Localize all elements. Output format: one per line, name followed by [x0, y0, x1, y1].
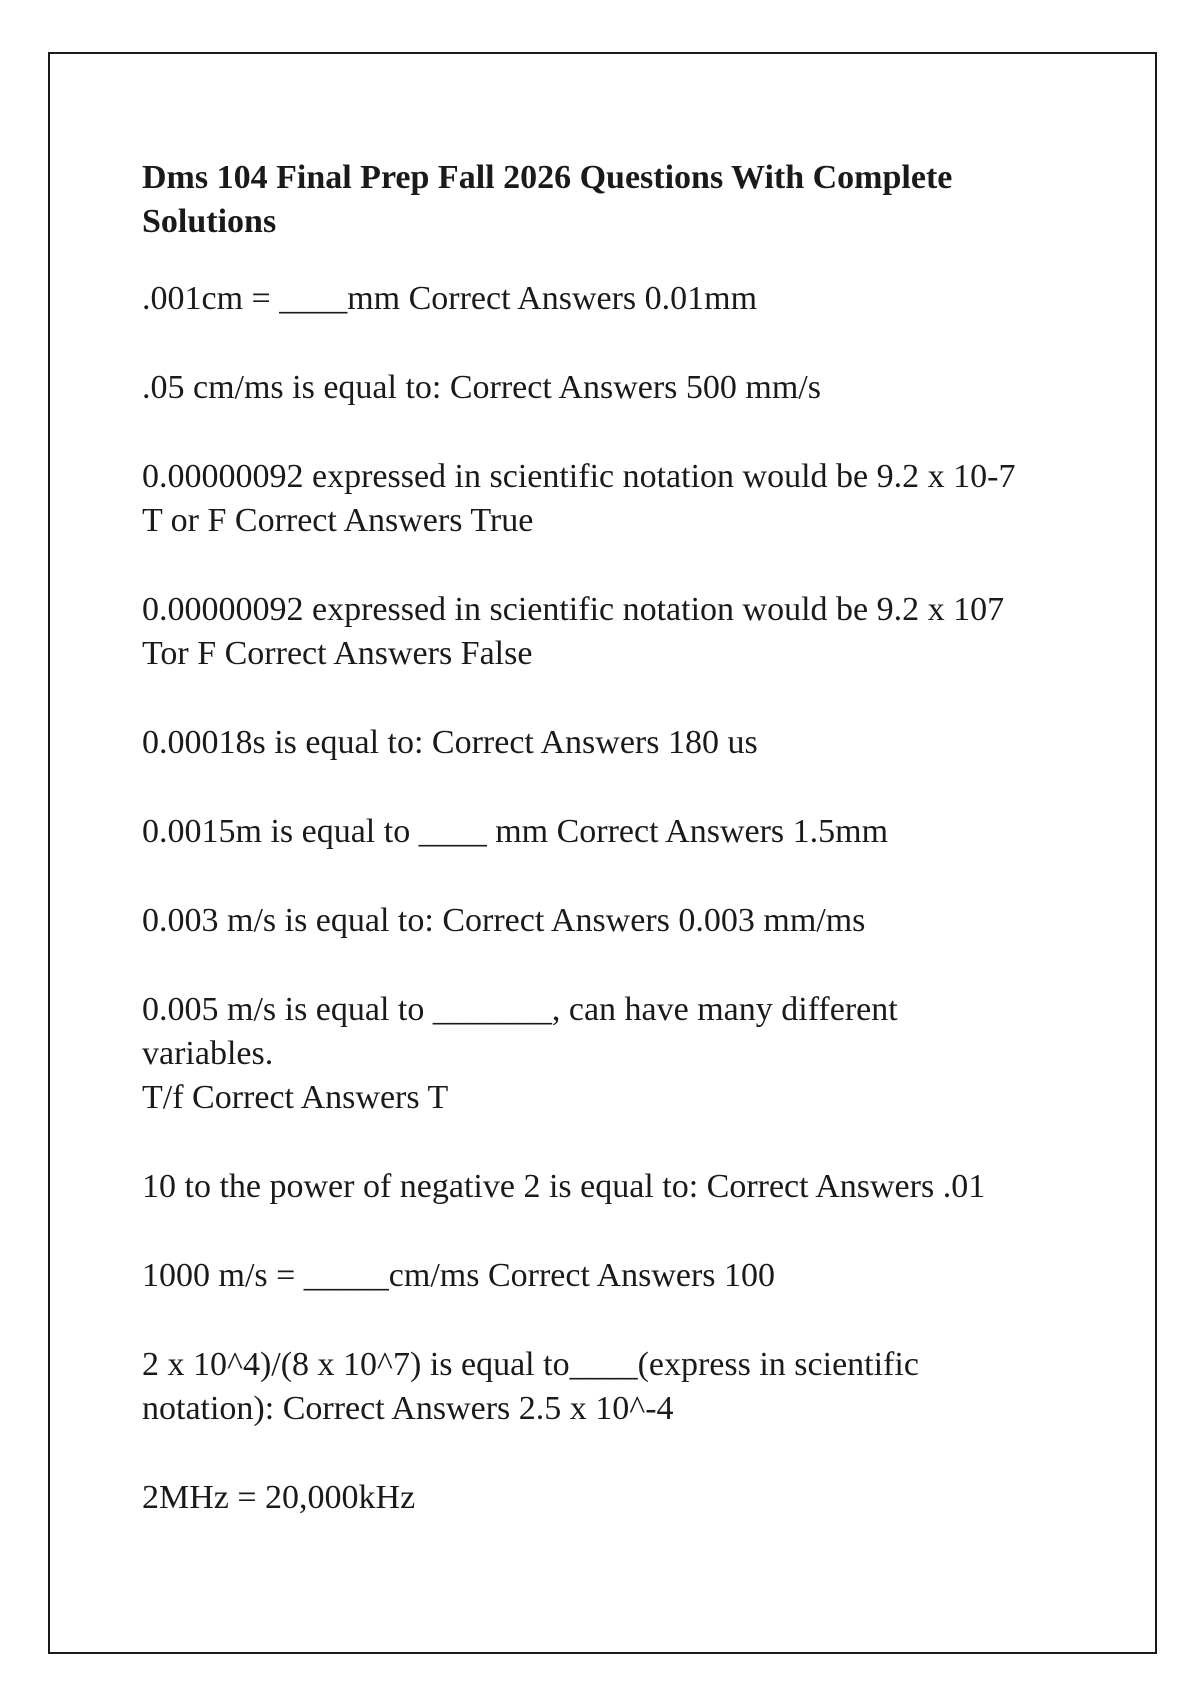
qa-item: 0.005 m/s is equal to _______, can have many different variables. T/f Correct Answers T	[142, 991, 898, 1116]
qa-item: 0.003 m/s is equal to: Correct Answers 0.003 mm/ms	[142, 902, 866, 939]
qa-item: .05 cm/ms is equal to: Correct Answers 500 mm/s	[142, 369, 821, 406]
qa-item: 0.00000092 expressed in scientific notation would be 9.2 x 10-7 T or F Correct Answers True	[142, 458, 1016, 539]
qa-item: .001cm = ____mm Correct Answers 0.01mm	[142, 280, 758, 317]
qa-item: 2 x 10^4)/(8 x 10^7) is equal to____(express in scientific notation): Correct Answers 2.5 x 10^-4	[142, 1346, 919, 1427]
document-title: Dms 104 Final Prep Fall 2026 Questions With Complete Solutions	[142, 159, 953, 240]
qa-item: 10 to the power of negative 2 is equal to: Correct Answers .01	[142, 1168, 986, 1205]
qa-item: 0.00018s is equal to: Correct Answers 180 us	[142, 724, 758, 761]
qa-item: 0.00000092 expressed in scientific notation would be 9.2 x 107 Tor F Correct Answers False	[142, 591, 1005, 672]
qa-item: 0.0015m is equal to ____ mm Correct Answers 1.5mm	[142, 813, 889, 850]
qa-item: 2MHz = 20,000kHz	[142, 1479, 416, 1516]
document-body	[142, 156, 1082, 1520]
qa-item: 1000 m/s = _____cm/ms Correct Answers 100	[142, 1257, 776, 1294]
